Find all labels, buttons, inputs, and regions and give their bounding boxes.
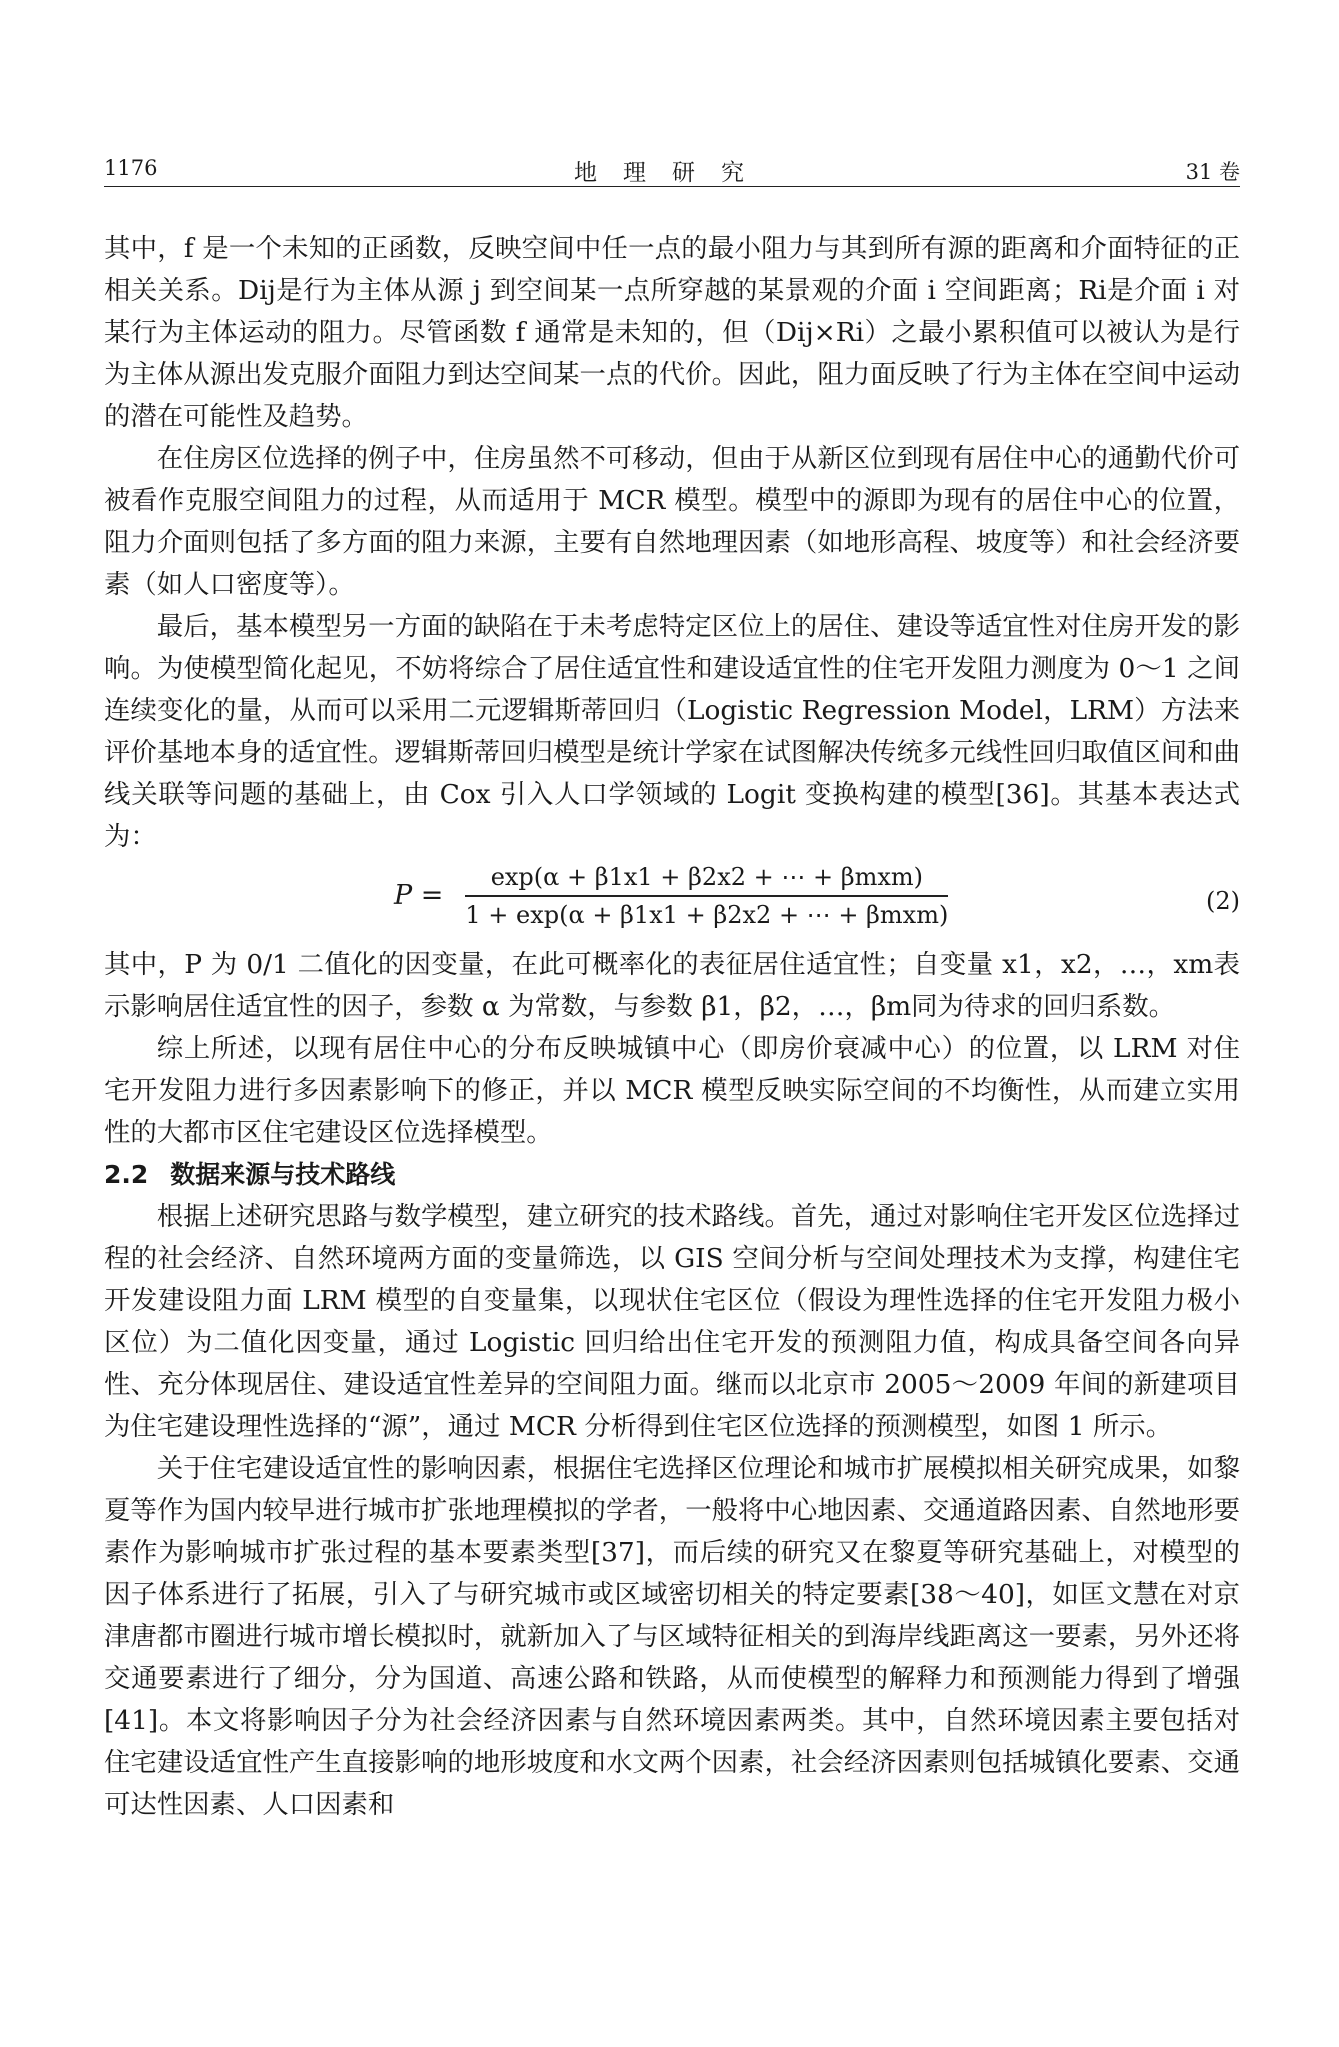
- paragraph-mcr-function: 其中，f 是一个未知的正函数，反映空间中任一点的最小阻力与其到所有源的距离和介面特征的正相关关系。Dij是行为主体从源 j 到空间某一点所穿越的某景观的介面 i 空间距离；Ri是介面 i 对某行为主体运动的阻力。尽管函数 f 通常是未知的，但（Dij×Ri）之最小累积值可以被认为是行为主体从源出发克服介面阻力到达空间某一点的代价。因此，阻力面反映了行为主体在空间中运动的潜在可能性及趋势。: [104, 233, 1240, 432]
- paragraph-summary: 综上所述，以现有居住中心的分布反映城镇中心（即房价衰减中心）的位置，以 LRM 对住宅开发阻力进行多因素影响下的修正，并以 MCR 模型反映实际空间的不均衡性，从而建立实用性的大都市区住宅建设区位选择模型。: [104, 1033, 1241, 1148]
- body-text: [104, 228, 1240, 1826]
- fraction-bar: [465, 895, 948, 897]
- paragraph-influencing-factors: 关于住宅建设适宜性的影响因素，根据住宅选择区位理论和城市扩展模拟相关研究成果，如黎夏等作为国内较早进行城市扩张地理模拟的学者，一般将中心地因素、交通道路因素、自然地形要素作为影响城市扩张过程的基本要素类型[37]，而后续的研究又在黎夏等研究基础上，对模型的因子体系进行了拓展，引入了与研究城市或区域密切相关的特定要素[38～40]，如匡文慧在对京津唐都市圈进行城市增长模拟时，就新加入了与区域特征相关的到海岸线距离这一要素，另外还将交通要素进行了细分，分为国道、高速公路和铁路，从而使模型的解释力和预测能力得到了增强[41]。本文将影响因子分为社会经济因素与自然环境因素两类。其中，自然环境因素主要包括对住宅建设适宜性产生直接影响的地形坡度和水文两个因素，社会经济因素则包括城镇化要素、交通可达性因素、人口因素和: [104, 1453, 1240, 1820]
- equation-number: (2): [1206, 887, 1240, 915]
- volume-label: 31 卷: [1185, 160, 1240, 184]
- running-header: [104, 150, 1240, 187]
- equation-lhs: P =: [394, 879, 444, 911]
- paragraph-variables: 其中，P 为 0/1 二值化的因变量，在此可概率化的表征居住适宜性；自变量 x1，x2，…，xm表示影响居住适宜性的因子，参数 α 为常数，与参数 β1，β2，…，βm同为待求的回归系数。: [104, 949, 1240, 1022]
- paragraph-logistic-model: 最后，基本模型另一方面的缺陷在于未考虑特定区位上的居住、建设等适宜性对住房开发的影响。为使模型简化起见，不妨将综合了居住适宜性和建设适宜性的住宅开发阻力测度为 0～1 之间连续变化的量，从而可以采用二元逻辑斯蒂回归（Logistic Regression Model，LRM）方法来评价基地本身的适宜性。逻辑斯蒂回归模型是统计学家在试图解决传统多元线性回归取值区间和曲线关联等问题的基础上，由 Cox 引入人口学领域的 Logit 变换构建的模型[36]。其基本表达式为：: [104, 611, 1240, 852]
- journal-name: 地理研究: [574, 160, 770, 186]
- page-number: 1176: [104, 156, 158, 180]
- section-title: 数据来源与技术路线: [170, 1160, 396, 1189]
- equation-numerator: exp(α + β1x1 + β2x2 + ⋯ + βmxm): [490, 863, 924, 891]
- section-number: 2.2: [104, 1160, 149, 1189]
- paragraph-technical-route: 根据上述研究思路与数学模型，建立研究的技术路线。首先，通过对影响住宅开发区位选择过程的社会经济、自然环境两方面的变量筛选，以 GIS 空间分析与空间处理技术为支撑，构建住宅开发建设阻力面 LRM 模型的自变量集，以现状住宅区位（假设为理性选择的住宅开发阻力极小区位）为二值化因变量，通过 Logistic 回归给出住宅开发的预测阻力值，构成具备空间各向异性、充分体现居住、建设适宜性差异的空间阻力面。继而以北京市 2005～2009 年间的新建项目为住宅建设理性选择的“源”，通过 MCR 分析得到住宅区位选择的预测模型，如图 1 所示。: [104, 1201, 1240, 1442]
- equation-denominator: 1 + exp(α + β1x1 + β2x2 + ⋯ + βmxm): [465, 900, 949, 929]
- equation-2: [104, 860, 1240, 940]
- paragraph-housing-example: 在住房区位选择的例子中，住房虽然不可移动，但由于从新区位到现有居住中心的通勤代价可被看作克服空间阻力的过程，从而适用于 MCR 模型。模型中的源即为现有的居住中心的位置，阻力介面则包括了多方面的阻力来源，主要有自然地理因素（如地形高程、坡度等）和社会经济要素（如人口密度等）。: [104, 443, 1240, 600]
- section-heading: [104, 1154, 1240, 1196]
